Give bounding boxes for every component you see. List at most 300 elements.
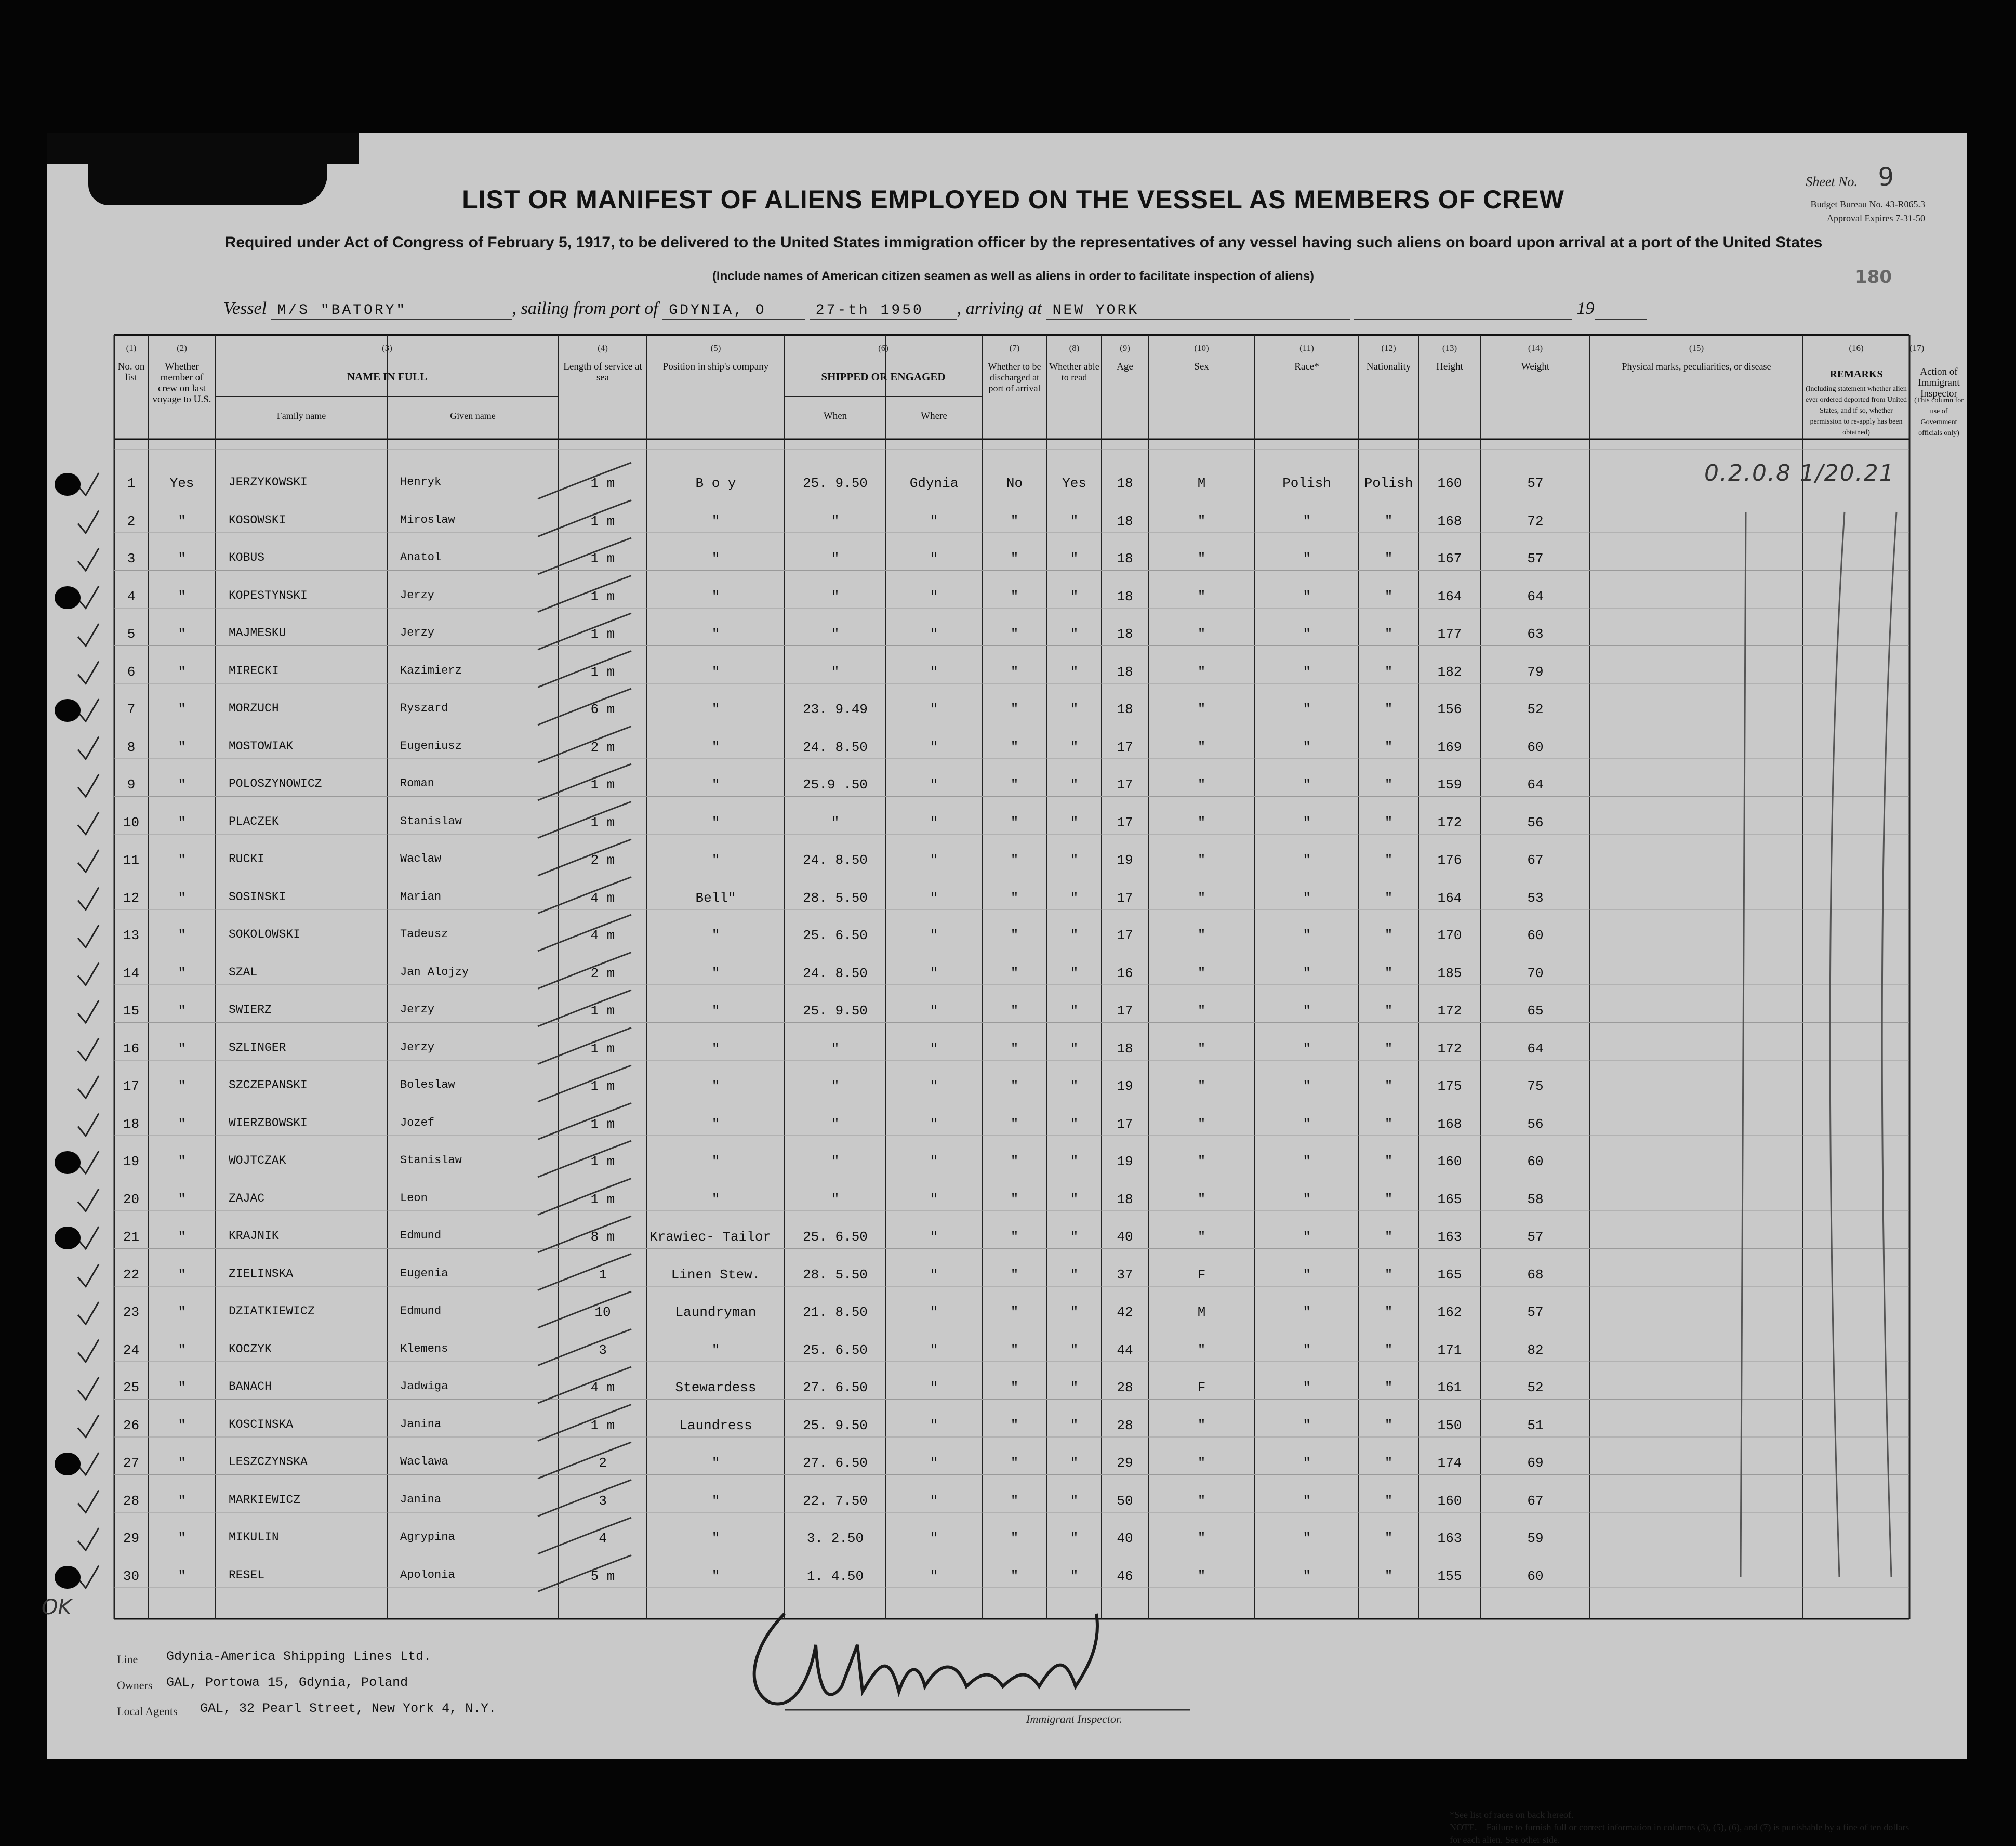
cell-given: Apolonia	[400, 1568, 455, 1581]
cell-height: 155	[1437, 1568, 1462, 1584]
cell-race: "	[1303, 965, 1311, 981]
cell-sex: "	[1197, 1568, 1206, 1584]
cell-disch: "	[1010, 1455, 1019, 1471]
check-mark	[78, 774, 99, 797]
cell-position: Krawiec- Tailor	[649, 1229, 772, 1245]
cell-prev: "	[178, 1229, 186, 1245]
cell-position: "	[711, 965, 720, 981]
cell-age: 40	[1117, 1229, 1133, 1245]
footnote-races: *See list of races on back hereof.	[1450, 1810, 1574, 1820]
cell-sex: "	[1197, 777, 1206, 793]
cell-weight: 82	[1527, 1342, 1544, 1358]
cell-when: 21. 8.50	[803, 1304, 868, 1320]
cell-service: 1 m	[590, 588, 615, 604]
header-c1: No. on list	[117, 361, 145, 383]
sailing-date: 27-th 1950	[810, 302, 957, 320]
cell-race: "	[1303, 1003, 1311, 1019]
sailing-port: GDYNIA, O	[662, 302, 805, 320]
line-label: Line	[117, 1653, 138, 1666]
check-mark	[78, 1566, 99, 1588]
cell-prev: "	[178, 852, 186, 868]
cell-disch: "	[1010, 1116, 1019, 1132]
cell-when: 27. 6.50	[803, 1455, 868, 1471]
arriving-label: , arriving at	[957, 299, 1042, 318]
cell-race: "	[1303, 739, 1311, 755]
cell-service: 4 m	[590, 890, 615, 906]
cell-prev: "	[178, 1078, 186, 1094]
cell-where: "	[930, 1078, 938, 1094]
cell-read: "	[1070, 664, 1079, 680]
cell-service: 1 m	[590, 1154, 615, 1169]
cell-when: 24. 8.50	[803, 852, 868, 868]
cell-race: "	[1303, 1267, 1311, 1283]
page-title: LIST OR MANIFEST OF ALIENS EMPLOYED ON THE VESSEL AS MEMBERS OF CREW	[462, 185, 1564, 214]
cell-nat: Polish	[1364, 476, 1413, 491]
cell-race: Polish	[1282, 476, 1331, 491]
cell-given: Jozef	[400, 1116, 435, 1129]
cell-read: "	[1070, 890, 1079, 906]
cell-given: Leon	[400, 1191, 428, 1205]
cell-where: "	[930, 1191, 938, 1207]
cell-where: "	[930, 1040, 938, 1057]
cell-service: 4 m	[590, 928, 615, 943]
check-mark	[78, 699, 99, 721]
check-mark	[78, 586, 99, 609]
cell-nat: "	[1384, 1304, 1393, 1320]
cell-no: 16	[123, 1040, 140, 1057]
cell-position: "	[711, 852, 720, 868]
punch-hole	[55, 1453, 81, 1475]
cell-age: 28	[1117, 1380, 1133, 1395]
cell-given: Eugenia	[400, 1267, 448, 1280]
cell-where: "	[930, 814, 938, 830]
cell-sex: "	[1197, 890, 1206, 906]
cell-age: 40	[1117, 1531, 1133, 1546]
cell-prev: "	[178, 928, 186, 943]
cell-race: "	[1303, 1417, 1311, 1433]
cell-when: "	[831, 551, 840, 566]
check-mark	[78, 1302, 99, 1324]
header-c3b: Given name	[450, 411, 496, 421]
cell-age: 28	[1117, 1417, 1133, 1433]
header-c10: Sex	[1194, 361, 1209, 372]
cell-family: LESZCZYNSKA	[229, 1455, 308, 1469]
punch-hole	[55, 473, 81, 496]
cell-race: "	[1303, 1229, 1311, 1245]
check-mark	[78, 662, 99, 684]
header-c4: Length of service at sea	[563, 361, 642, 383]
cell-race: "	[1303, 1380, 1311, 1395]
cell-read: "	[1070, 1455, 1079, 1471]
cell-given: Stanislaw	[400, 814, 462, 828]
cell-read: "	[1070, 588, 1079, 604]
cell-read: "	[1070, 626, 1079, 642]
check-mark	[78, 624, 99, 646]
cell-no: 29	[123, 1531, 140, 1546]
cell-height: 160	[1437, 1154, 1462, 1169]
cell-service: 4	[599, 1531, 607, 1546]
cell-prev: "	[178, 1154, 186, 1169]
cell-service: 1 m	[590, 551, 615, 566]
cell-disch: "	[1010, 1342, 1019, 1358]
header-c3: NAME IN FULL	[347, 371, 427, 383]
cell-when: 25. 6.50	[803, 1229, 868, 1245]
cell-given: Henryk	[400, 476, 442, 489]
cell-height: 163	[1437, 1229, 1462, 1245]
cell-sex: "	[1197, 1417, 1206, 1433]
cell-position: "	[711, 1531, 720, 1546]
cell-given: Klemens	[400, 1342, 448, 1355]
cell-prev: "	[178, 1267, 186, 1283]
cell-position: "	[711, 1003, 720, 1019]
cell-nat: "	[1384, 1003, 1393, 1019]
cell-position: "	[711, 1191, 720, 1207]
cell-family: JERZYKOWSKI	[229, 476, 308, 489]
cell-race: "	[1303, 1568, 1311, 1584]
cell-age: 17	[1117, 777, 1133, 793]
cell-race: "	[1303, 626, 1311, 642]
cell-read: "	[1070, 1380, 1079, 1395]
header-c9: Age	[1117, 361, 1133, 372]
cell-family: SOSINSKI	[229, 890, 286, 904]
cell-where: "	[930, 1568, 938, 1584]
column-number: (1)	[126, 343, 137, 353]
check-mark	[78, 812, 99, 835]
cell-service: 1 m	[590, 664, 615, 680]
check-mark	[78, 1491, 99, 1513]
cell-race: "	[1303, 928, 1311, 943]
manifest-sheet	[42, 133, 1967, 1845]
cell-position: "	[711, 664, 720, 680]
cell-family: SOKOLOWSKI	[229, 928, 301, 941]
cell-age: 18	[1117, 551, 1133, 566]
cell-prev: "	[178, 702, 186, 717]
cell-sex: "	[1197, 702, 1206, 717]
cell-age: 17	[1117, 814, 1133, 830]
header-c3a: Family name	[276, 411, 326, 421]
header-c16note: (Including statement whether alien ever ordered deported from United States, and if so, whether permission to re-apply has been obtained)	[1805, 385, 1907, 437]
header-c11: Race*	[1294, 361, 1319, 372]
cell-family: ZAJAC	[229, 1191, 265, 1205]
cell-where: "	[930, 664, 938, 680]
check-mark	[78, 737, 99, 759]
cell-where: "	[930, 1493, 938, 1509]
cell-weight: 56	[1527, 814, 1544, 830]
cell-nat: "	[1384, 1267, 1393, 1283]
column-number: (9)	[1120, 343, 1130, 353]
cell-read: "	[1070, 739, 1079, 755]
cell-service: 2 m	[590, 852, 615, 868]
cell-no: 6	[127, 664, 136, 680]
cell-when: 22. 7.50	[803, 1493, 868, 1509]
header-c6: SHIPPED OR ENGAGED	[821, 371, 946, 383]
cell-when: 25. 9.50	[803, 1417, 868, 1433]
pencil-ditto-line	[1741, 512, 1746, 1577]
cell-no: 9	[127, 777, 136, 793]
header-c5: Position in ship's company	[662, 361, 769, 372]
cell-race: "	[1303, 890, 1311, 906]
cell-position: "	[711, 702, 720, 717]
cell-nat: "	[1384, 739, 1393, 755]
cell-position: "	[711, 928, 720, 943]
cell-nat: "	[1384, 626, 1393, 642]
cell-disch: "	[1010, 1568, 1019, 1584]
cell-service: 2	[599, 1455, 607, 1471]
cell-height: 156	[1437, 702, 1462, 717]
sheet-number: 9	[1878, 163, 1894, 192]
cell-disch: "	[1010, 1078, 1019, 1094]
cell-sex: "	[1197, 1531, 1206, 1546]
cell-family: KOSCINSKA	[229, 1417, 294, 1431]
column-number: (17)	[1909, 343, 1925, 353]
cell-sex: "	[1197, 814, 1206, 830]
cell-weight: 60	[1527, 928, 1544, 943]
check-mark	[78, 1415, 99, 1438]
owners-label: Owners	[117, 1679, 153, 1692]
cell-height: 174	[1437, 1455, 1462, 1471]
cell-family: SZLINGER	[229, 1040, 286, 1054]
cell-nat: "	[1384, 890, 1393, 906]
cell-family: MOSTOWIAK	[229, 739, 294, 753]
cell-age: 18	[1117, 626, 1133, 642]
cell-when: "	[831, 1191, 840, 1207]
cell-read: "	[1070, 1568, 1079, 1584]
cell-sex: "	[1197, 513, 1206, 529]
cell-no: 27	[123, 1455, 140, 1471]
cell-prev: "	[178, 588, 186, 604]
cell-family: WIERZBOWSKI	[229, 1116, 308, 1130]
cell-given: Eugeniusz	[400, 739, 462, 753]
cell-race: "	[1303, 1116, 1311, 1132]
cell-no: 20	[123, 1191, 140, 1207]
cell-no: 15	[123, 1003, 140, 1019]
cell-prev: "	[178, 1531, 186, 1546]
cell-weight: 69	[1527, 1455, 1544, 1471]
cell-read: "	[1070, 1493, 1079, 1509]
cell-disch: "	[1010, 852, 1019, 868]
cell-given: Waclawa	[400, 1455, 448, 1468]
cell-read: "	[1070, 702, 1079, 717]
cell-height: 170	[1437, 928, 1462, 943]
cell-family: BANACH	[229, 1380, 272, 1393]
cell-family: SWIERZ	[229, 1003, 272, 1017]
cell-no: 17	[123, 1078, 140, 1094]
cell-service: 10	[594, 1304, 611, 1320]
cell-no: 18	[123, 1116, 140, 1132]
cell-where: "	[930, 1116, 938, 1132]
check-mark	[78, 1038, 99, 1061]
cell-sex: "	[1197, 1154, 1206, 1169]
sheet-number-label: Sheet No.	[1806, 174, 1858, 189]
cell-sex: F	[1197, 1267, 1206, 1283]
punch-hole	[55, 699, 81, 722]
cell-age: 37	[1117, 1267, 1133, 1283]
check-mark	[78, 1000, 99, 1023]
year-label: 19	[1576, 299, 1595, 318]
cell-given: Janina	[400, 1417, 442, 1431]
cell-family: MIRECKI	[229, 664, 279, 678]
arriving-port: NEW YORK	[1046, 302, 1350, 320]
cell-age: 17	[1117, 739, 1133, 755]
cell-prev: "	[178, 1191, 186, 1207]
cell-nat: "	[1384, 928, 1393, 943]
vessel-label: Vessel	[223, 299, 267, 318]
cell-family: KOBUS	[229, 551, 265, 564]
header-c12: Nationality	[1366, 361, 1411, 372]
cell-when: 28. 5.50	[803, 1267, 868, 1283]
cell-weight: 67	[1527, 1493, 1544, 1509]
cell-position: "	[711, 1116, 720, 1132]
cell-prev: "	[178, 513, 186, 529]
cell-when: "	[831, 1154, 840, 1169]
cell-no: 12	[123, 890, 140, 906]
cell-no: 14	[123, 965, 140, 981]
cell-nat: "	[1384, 1342, 1393, 1358]
cell-no: 8	[127, 739, 136, 755]
cell-height: 176	[1437, 852, 1462, 868]
check-mark	[78, 1189, 99, 1211]
header-c6b: Where	[921, 411, 947, 421]
cell-height: 162	[1437, 1304, 1462, 1320]
cell-service: 4 m	[590, 1380, 615, 1395]
check-mark	[78, 1151, 99, 1173]
cell-when: "	[831, 1040, 840, 1057]
cell-given: Waclaw	[400, 852, 442, 865]
cell-disch: "	[1010, 1267, 1019, 1283]
check-mark	[78, 850, 99, 872]
cell-weight: 65	[1527, 1003, 1544, 1019]
cell-where: "	[930, 965, 938, 981]
cell-prev: "	[178, 739, 186, 755]
cell-disch: "	[1010, 965, 1019, 981]
punch-hole	[55, 1227, 81, 1249]
cell-read: "	[1070, 513, 1079, 529]
cell-prev: "	[178, 1380, 186, 1395]
cell-no: 7	[127, 702, 136, 717]
cell-weight: 75	[1527, 1078, 1544, 1094]
cell-weight: 64	[1527, 777, 1544, 793]
check-mark	[78, 548, 99, 571]
header-c6a: When	[823, 411, 847, 421]
cell-where: "	[930, 1417, 938, 1433]
cell-age: 29	[1117, 1455, 1133, 1471]
cell-prev: "	[178, 1568, 186, 1584]
footnote-penalty: NOTE.—Failure to furnish full or correct information in columns (3), (5), (6), and (7) is punishable by a fine of ten dollars for each alien. See other side.	[1450, 1822, 1909, 1845]
check-mark	[78, 963, 99, 985]
cell-when: 1. 4.50	[806, 1568, 864, 1584]
cell-nat: "	[1384, 1380, 1393, 1395]
cell-given: Jerzy	[400, 626, 435, 639]
cell-disch: "	[1010, 1003, 1019, 1019]
cell-prev: Yes	[169, 476, 194, 491]
header-c14: Weight	[1521, 361, 1550, 372]
cell-age: 46	[1117, 1568, 1133, 1584]
cell-read: "	[1070, 1191, 1079, 1207]
cell-weight: 59	[1527, 1531, 1544, 1546]
cell-read: "	[1070, 965, 1079, 981]
cell-read: "	[1070, 852, 1079, 868]
cell-when: 25. 9.50	[803, 476, 868, 491]
cell-given: Roman	[400, 777, 435, 790]
cell-family: ZIELINSKA	[229, 1267, 294, 1281]
cell-disch: "	[1010, 777, 1019, 793]
cell-sex: "	[1197, 1078, 1206, 1094]
cell-read: "	[1070, 1267, 1079, 1283]
cell-given: Jan Alojzy	[400, 965, 469, 979]
cell-age: 42	[1117, 1304, 1133, 1320]
cell-read: "	[1070, 1229, 1079, 1245]
cell-prev: "	[178, 890, 186, 906]
cell-when: "	[831, 513, 840, 529]
cell-no: 10	[123, 814, 140, 830]
cell-race: "	[1303, 1342, 1311, 1358]
cell-where: "	[930, 1342, 938, 1358]
cell-nat: "	[1384, 1078, 1393, 1094]
cell-read: "	[1070, 1531, 1079, 1546]
cell-service: 1 m	[590, 476, 615, 491]
cell-sex: "	[1197, 626, 1206, 642]
cell-family: MARKIEWICZ	[229, 1493, 301, 1507]
cell-no: 28	[123, 1493, 140, 1509]
check-mark	[78, 473, 99, 495]
cell-prev: "	[178, 965, 186, 981]
cell-age: 16	[1117, 965, 1133, 981]
cell-service: 1 m	[590, 1040, 615, 1057]
cell-no: 2	[127, 513, 136, 529]
cell-position: "	[711, 1493, 720, 1509]
cell-no: 4	[127, 588, 136, 604]
cell-service: 1 m	[590, 777, 615, 793]
cell-height: 159	[1437, 777, 1462, 793]
cell-disch: "	[1010, 664, 1019, 680]
ok-mark: OK	[42, 1596, 72, 1619]
cell-height: 164	[1437, 890, 1462, 906]
cell-disch: "	[1010, 702, 1019, 717]
cell-nat: "	[1384, 702, 1393, 717]
cell-sex: "	[1197, 1229, 1206, 1245]
cell-when: "	[831, 814, 840, 830]
cell-given: Agrypina	[400, 1531, 455, 1544]
header-c17note: (This column for use of Government officials only)	[1914, 397, 1964, 437]
cell-race: "	[1303, 1304, 1311, 1320]
cell-age: 18	[1117, 588, 1133, 604]
agents-value: GAL, 32 Pearl Street, New York 4, N.Y.	[200, 1701, 497, 1716]
cell-sex: "	[1197, 551, 1206, 566]
cell-position: "	[711, 551, 720, 566]
cell-disch: "	[1010, 1040, 1019, 1057]
check-mark	[78, 925, 99, 947]
cell-read: "	[1070, 1116, 1079, 1132]
cell-weight: 57	[1527, 1229, 1544, 1245]
cell-where: "	[930, 739, 938, 755]
cell-given: Tadeusz	[400, 928, 448, 941]
cell-where: "	[930, 1380, 938, 1395]
cell-when: 25. 9.50	[803, 1003, 868, 1019]
cell-when: "	[831, 588, 840, 604]
cell-family: SZCZEPANSKI	[229, 1078, 308, 1092]
cell-position: Stewardess	[675, 1380, 757, 1395]
cell-sex: "	[1197, 1342, 1206, 1358]
cell-position: Linen Stew.	[671, 1267, 761, 1283]
cell-height: 161	[1437, 1380, 1462, 1395]
cell-position: "	[711, 739, 720, 755]
cell-disch: "	[1010, 1380, 1019, 1395]
cell-given: Jerzy	[400, 588, 435, 602]
cell-disch: "	[1010, 814, 1019, 830]
cell-read: "	[1070, 1304, 1079, 1320]
cell-nat: "	[1384, 1040, 1393, 1057]
cell-position: "	[711, 1078, 720, 1094]
